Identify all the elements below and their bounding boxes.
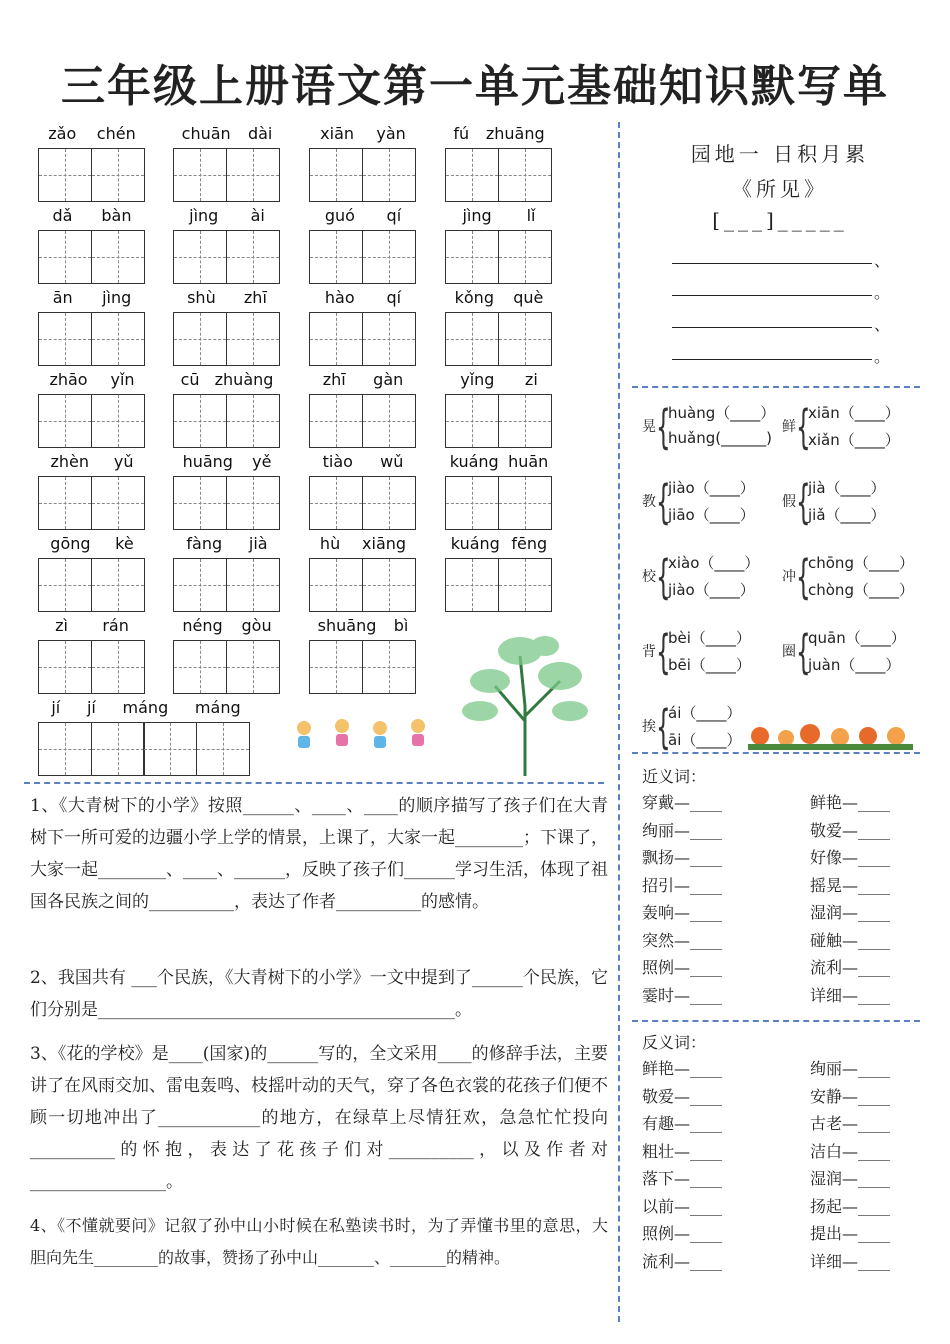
writing-box[interactable] (226, 312, 280, 366)
pinyin (309, 616, 417, 636)
antonym-item[interactable]: 落下—____ (642, 1169, 723, 1188)
pinyin (173, 124, 281, 144)
pinyin (38, 206, 146, 226)
synonym-item[interactable]: 摇晃—____ (810, 875, 891, 895)
antonym-item[interactable]: 湿润—____ (810, 1169, 891, 1188)
pinyin-syllable: zhī (322, 370, 346, 389)
antonym-item[interactable]: 扬起—____ (810, 1196, 891, 1216)
writing-box[interactable] (91, 722, 145, 776)
polyphone-char: 教 (642, 494, 656, 510)
antonym-title: 反义词： (642, 1033, 707, 1052)
pinyin (38, 534, 146, 554)
writing-box[interactable] (226, 640, 280, 694)
pinyin-syllable: fēng (511, 534, 548, 553)
antonym-item[interactable]: 安静—____ (810, 1086, 891, 1106)
pinyin-syllable: jìng (102, 288, 132, 307)
reading-2[interactable]: xiǎn（____） (808, 431, 900, 449)
pinyin-syllable: tiào (322, 452, 353, 471)
synonym-item[interactable]: 霎时—____ (642, 985, 723, 1005)
pinyin-syllable: qí (386, 206, 402, 225)
pinyin (173, 534, 281, 554)
page-title: 三年级上册语文第一单元基础知识默写单 (61, 61, 889, 112)
antonym-item[interactable]: 鲜艳—____ (642, 1059, 723, 1078)
pinyin-syllable: jí (51, 698, 61, 717)
reading-1[interactable]: huàng（____） (668, 404, 776, 422)
reading-1[interactable]: quān（____） (808, 629, 906, 647)
synonym-item[interactable]: 穿戴—____ (642, 793, 723, 812)
reading-1[interactable]: xiào（____） (668, 554, 760, 572)
reading-2[interactable]: jiǎ（____） (808, 506, 886, 524)
vertical-divider (618, 122, 620, 1322)
writing-box[interactable] (226, 476, 280, 530)
writing-box[interactable] (91, 640, 145, 694)
writing-box[interactable] (445, 558, 499, 612)
writing-box[interactable] (173, 558, 227, 612)
writing-box[interactable] (91, 476, 145, 530)
pinyin-syllable: yǐn (110, 370, 135, 389)
writing-box[interactable] (38, 476, 92, 530)
question-2: 2、我国共有 ___个民族，《大青树下的小学》一文中提到了______个民族，它们分别是__________________________________________。 (30, 968, 608, 1020)
polyphone-char: 鲜 (782, 419, 796, 435)
pinyin-syllable: zhèn (50, 452, 89, 471)
antonym-item[interactable]: 洁白—____ (810, 1141, 891, 1161)
antonym-item[interactable]: 有趣—____ (642, 1114, 723, 1133)
writing-box[interactable] (226, 394, 280, 448)
pinyin-syllable: rán (102, 616, 129, 635)
pinyin (173, 288, 281, 308)
pinyin-syllable: bàn (101, 206, 132, 225)
pinyin-syllable: zhāo (49, 370, 88, 389)
pinyin (309, 370, 417, 390)
divider (632, 1020, 920, 1022)
pinyin-syllable: xiāng (362, 534, 407, 553)
brace: { (796, 550, 811, 604)
reading-1[interactable]: bèi（____） (668, 629, 751, 647)
pinyin-syllable: yě (252, 452, 272, 471)
reading-1[interactable]: jiào（____） (668, 479, 755, 497)
writing-box[interactable] (309, 148, 363, 202)
writing-box[interactable] (445, 476, 499, 530)
pinyin (445, 124, 553, 144)
writing-box[interactable] (91, 558, 145, 612)
tree-illustration (450, 626, 600, 776)
reading-2[interactable]: jiāo（____） (668, 506, 755, 524)
flower-decoration (748, 710, 913, 752)
pinyin (173, 616, 281, 636)
pinyin (445, 206, 553, 226)
punct: 。 (874, 283, 891, 302)
divider (632, 752, 920, 754)
pinyin-syllable: zhuàng (214, 370, 274, 389)
synonym-item[interactable]: 鲜艳—____ (810, 793, 891, 812)
writing-box[interactable] (38, 640, 92, 694)
writing-box[interactable] (362, 148, 416, 202)
synonym-item[interactable]: 招引—____ (642, 875, 723, 895)
poem-header: 园地一 日积月累 (690, 142, 870, 166)
pinyin (309, 452, 417, 472)
writing-box[interactable] (38, 312, 92, 366)
brace: { (796, 475, 811, 529)
writing-box[interactable] (309, 312, 363, 366)
writing-box[interactable] (173, 476, 227, 530)
writing-box[interactable] (362, 312, 416, 366)
pinyin-syllable: máng (194, 698, 241, 717)
poem-line[interactable] (672, 326, 872, 328)
pinyin-syllable: máng (122, 698, 169, 717)
polyphone-char: 晃 (642, 419, 656, 435)
writing-box[interactable] (498, 230, 552, 284)
brace: { (796, 625, 811, 679)
synonym-item[interactable]: 绚丽—____ (642, 820, 723, 840)
pinyin-syllable: zi (524, 370, 538, 389)
reading-1[interactable]: chōng（____） (808, 554, 914, 572)
pinyin-syllable: fàng (186, 534, 223, 553)
writing-box[interactable] (226, 230, 280, 284)
brace: { (656, 550, 671, 604)
writing-box[interactable] (498, 148, 552, 202)
pinyin-syllable: chén (96, 124, 136, 143)
pinyin-syllable: jìng (189, 206, 219, 225)
writing-box[interactable] (309, 640, 363, 694)
writing-box[interactable] (38, 230, 92, 284)
pinyin (445, 370, 553, 390)
pinyin-syllable: dǎ (52, 206, 73, 225)
pinyin (38, 616, 146, 636)
pinyin-syllable: jìng (462, 206, 492, 225)
synonym-item[interactable]: 流利—____ (810, 958, 891, 977)
pinyin (173, 452, 281, 472)
poem-line[interactable] (672, 262, 872, 264)
reading-2[interactable]: āi（____） (668, 731, 742, 749)
pinyin (38, 370, 146, 390)
pinyin (445, 534, 553, 554)
reading-2[interactable]: bēi（____） (668, 656, 751, 674)
pinyin-syllable: jí (86, 698, 96, 717)
pinyin-syllable: kuáng (450, 534, 500, 553)
writing-box[interactable] (173, 640, 227, 694)
writing-box[interactable] (91, 230, 145, 284)
pinyin (173, 206, 281, 226)
pinyin-syllable: xiān (320, 124, 355, 143)
poem-line[interactable] (672, 358, 872, 360)
polyphone-char: 圈 (782, 644, 796, 660)
pinyin (38, 452, 146, 472)
pinyin-syllable: qí (386, 288, 402, 307)
polyphone-char: 挨 (642, 719, 656, 735)
pinyin (309, 124, 417, 144)
pinyin-syllable: shù (187, 288, 216, 307)
writing-box[interactable] (226, 148, 280, 202)
polyphone-char: 假 (782, 494, 796, 510)
punct: 。 (874, 347, 891, 366)
writing-box[interactable] (498, 558, 552, 612)
polyphone-char: 校 (642, 569, 656, 585)
brace: { (656, 625, 671, 679)
synonym-item[interactable]: 详细—____ (810, 985, 891, 1005)
brace: { (656, 700, 671, 754)
pinyin-syllable: jià (248, 534, 268, 553)
writing-box[interactable] (445, 394, 499, 448)
synonym-item[interactable]: 飘扬—____ (642, 848, 723, 867)
synonym-item[interactable]: 轰响—____ (642, 903, 723, 922)
pinyin-syllable: zì (55, 616, 68, 635)
antonym-item[interactable]: 照例—____ (642, 1224, 723, 1243)
pinyin-syllable: kǒng (454, 288, 494, 307)
kids-illustration (290, 718, 440, 758)
writing-box[interactable] (362, 230, 416, 284)
writing-box[interactable] (91, 148, 145, 202)
writing-box[interactable] (91, 312, 145, 366)
pinyin-syllable: hù (319, 534, 341, 553)
pinyin (309, 288, 417, 308)
pinyin-syllable: yǔ (113, 452, 134, 471)
poem-author: [___]_____ (712, 208, 848, 232)
pinyin-syllable: bì (393, 616, 409, 635)
pinyin-syllable: huāng (182, 452, 233, 471)
antonym-item[interactable]: 流利—____ (642, 1251, 723, 1271)
pinyin (173, 370, 281, 390)
writing-box[interactable] (498, 312, 552, 366)
writing-box[interactable] (173, 394, 227, 448)
question-4: 4、《不懂就要问》记叙了孙中山小时候在私塾读书时，为了弄懂书里的意思，大胆向先生________的故事，赞扬了孙中山_______、_______的精神。 (30, 1216, 608, 1267)
synonym-item[interactable]: 敬爱—____ (810, 820, 891, 840)
poem-block (640, 138, 920, 238)
writing-box[interactable] (362, 394, 416, 448)
pinyin-syllable: zǎo (48, 124, 77, 143)
reading-2[interactable]: huǎng(______) (668, 429, 772, 447)
pinyin-syllable: néng (182, 616, 223, 635)
writing-box[interactable] (38, 394, 92, 448)
writing-box[interactable] (309, 394, 363, 448)
pinyin-syllable: lǐ (526, 206, 536, 225)
writing-box[interactable] (362, 558, 416, 612)
pinyin-syllable: cū (180, 370, 200, 389)
antonym-item[interactable]: 详细—____ (810, 1251, 891, 1271)
pinyin-syllable: fú (453, 124, 470, 143)
pinyin-syllable: ān (52, 288, 73, 307)
brace: { (796, 400, 811, 454)
synonym-title: 近义词： (642, 767, 707, 786)
question-1: 1、《大青树下的小学》按照______、____、____的顺序描写了孩子们在大青树下一所可爱的边疆小学上学的情景，上课了，大家一起________；下课了，大家一起________、____、______，反映了孩子们______学习生活，体现了祖国各民族之间的__________，表达了作者__________的感情。 (30, 796, 608, 912)
writing-box[interactable] (143, 722, 197, 776)
synonym-item[interactable]: 照例—____ (642, 958, 723, 977)
pinyin-syllable: què (513, 288, 544, 307)
writing-box[interactable] (362, 640, 416, 694)
pinyin-syllable: kuáng (449, 452, 499, 471)
pinyin-syllable: kè (115, 534, 134, 553)
writing-box[interactable] (173, 230, 227, 284)
pinyin (38, 124, 146, 144)
pinyin (38, 288, 146, 308)
poem-title: 《所见》 (732, 177, 828, 201)
divider (24, 782, 604, 784)
writing-box[interactable] (498, 394, 552, 448)
pinyin-syllable: gàn (373, 370, 404, 389)
antonym-item[interactable]: 敬爱—____ (642, 1086, 723, 1106)
brace: { (656, 400, 671, 454)
pinyin-syllable: chuān (181, 124, 231, 143)
pinyin-syllable: yàn (376, 124, 406, 143)
writing-box[interactable] (38, 722, 92, 776)
pinyin-syllable: wǔ (380, 452, 404, 471)
poem-line[interactable] (672, 294, 872, 296)
antonym-item[interactable]: 绚丽—____ (810, 1059, 891, 1078)
writing-box[interactable] (91, 394, 145, 448)
writing-box[interactable] (362, 476, 416, 530)
writing-box[interactable] (498, 476, 552, 530)
antonym-item[interactable]: 粗壮—____ (642, 1141, 723, 1161)
punct: 、 (874, 251, 891, 270)
writing-box[interactable] (445, 312, 499, 366)
writing-box[interactable] (173, 148, 227, 202)
writing-box[interactable] (445, 148, 499, 202)
pinyin (445, 452, 553, 472)
pinyin (445, 288, 553, 308)
reading-2[interactable]: juàn（____） (808, 656, 901, 674)
pinyin-syllable: gōng (50, 534, 91, 553)
writing-box[interactable] (226, 558, 280, 612)
writing-box[interactable] (445, 230, 499, 284)
polyphone-char: 冲 (782, 569, 796, 585)
antonym-item[interactable]: 以前—____ (642, 1196, 723, 1216)
punct: 、 (874, 315, 891, 334)
pinyin-syllable: shuāng (317, 616, 377, 635)
reading-1[interactable]: jià（____） (808, 479, 886, 497)
reading-2[interactable]: jiào（____） (668, 581, 755, 599)
antonym-item[interactable]: 古老—____ (810, 1114, 891, 1133)
reading-1[interactable]: ái（____） (668, 704, 742, 722)
pinyin (309, 534, 417, 554)
synonym-item[interactable]: 突然—____ (642, 930, 723, 950)
question-3: 3、《花的学校》是____(国家)的______写的，全文采用____的修辞手法，主要讲了在风雨交加、雷电轰鸣、枝摇叶动的天气，穿了各色衣裳的花孩子们便不顾一切地冲出了____________的地方，在绿草上尽情狂欢，急急忙忙投向__________的怀抱，表达了花孩子们对__________，以及作者对________________。 (30, 1044, 608, 1192)
reading-1[interactable]: xiān（____） (808, 404, 900, 422)
synonym-item[interactable]: 碰触—____ (810, 930, 891, 950)
writing-box[interactable] (309, 230, 363, 284)
pinyin-syllable: huān (508, 452, 549, 471)
polyphone-char: 背 (642, 644, 656, 660)
pinyin (309, 206, 417, 226)
pinyin-syllable: zhuāng (485, 124, 545, 143)
synonym-item[interactable]: 好像—____ (810, 848, 891, 867)
writing-box[interactable] (309, 476, 363, 530)
pinyin (38, 698, 254, 718)
pinyin-syllable: dài (247, 124, 273, 143)
pinyin-syllable: yǐng (460, 370, 495, 389)
brace: { (656, 475, 671, 529)
pinyin-syllable: gòu (241, 616, 272, 635)
writing-box[interactable] (38, 148, 92, 202)
writing-box[interactable] (196, 722, 250, 776)
writing-box[interactable] (38, 558, 92, 612)
pinyin-syllable: ài (250, 206, 265, 225)
writing-box[interactable] (173, 312, 227, 366)
reading-2[interactable]: chòng（____） (808, 581, 914, 599)
writing-box[interactable] (309, 558, 363, 612)
divider (632, 386, 920, 388)
pinyin-syllable: hào (324, 288, 355, 307)
pinyin-syllable: guó (324, 206, 355, 225)
synonym-item[interactable]: 湿润—____ (810, 903, 891, 922)
antonym-item[interactable]: 提出—____ (810, 1224, 891, 1243)
pinyin-syllable: zhī (243, 288, 267, 307)
